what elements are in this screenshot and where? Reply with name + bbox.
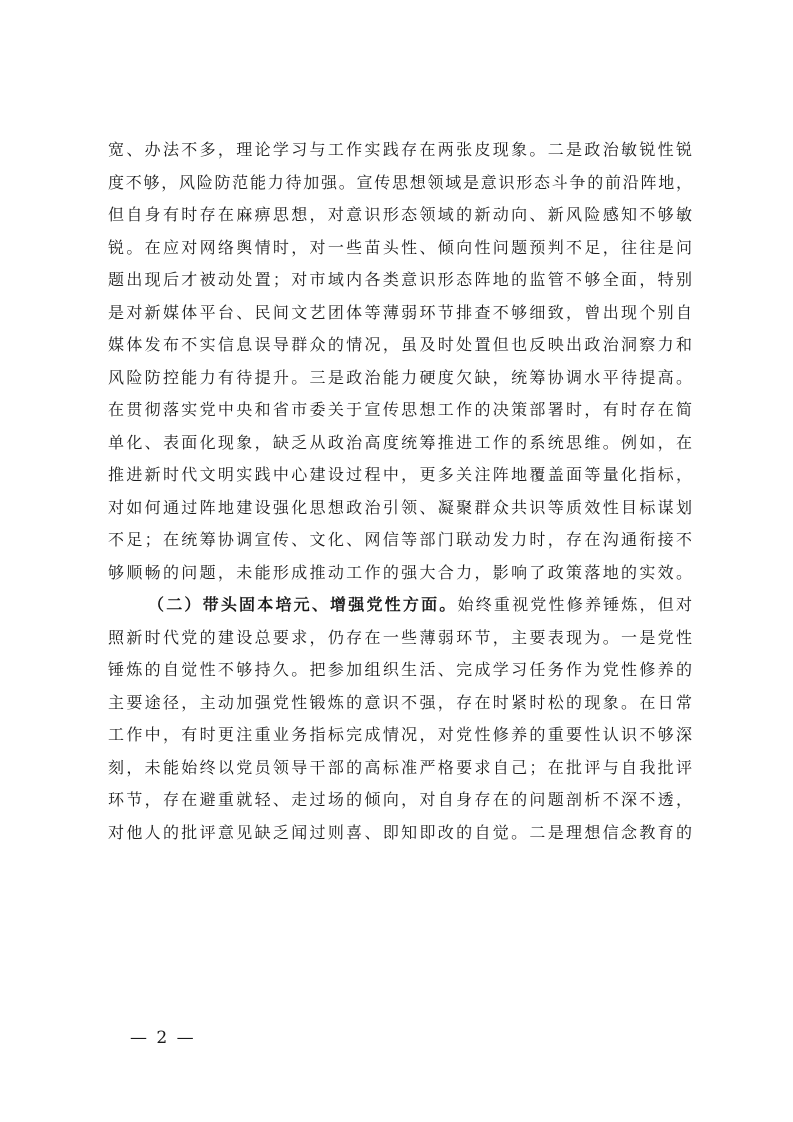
text-line: 度不够，风险防范能力待加强。宣传思想领域是意识形态斗争的前沿阵地，	[108, 172, 692, 192]
text-line: 工作中，有时更注重业务指标完成情况，对党性修养的重要性认识不够深	[108, 725, 692, 744]
page-number: — 2 —	[130, 1028, 196, 1048]
text-line: 在贯彻落实党中央和省市委关于宣传思想工作的决策部署时，有时存在简	[108, 400, 692, 419]
section-first-line-text: 始终重视党性修养锤炼，但对	[457, 595, 692, 614]
text-line: 不足；在统筹协调宣传、文化、网信等部门联动发力时，存在沟通衔接不	[108, 530, 692, 549]
text-line: 锤炼的自觉性不够持久。把参加组织生活、完成学习任务作为党性修养的	[108, 660, 692, 679]
text-line: 推进新时代文明实践中心建设过程中，更多关注阵地覆盖面等量化指标，	[108, 465, 692, 484]
text-line: 风险防控能力有待提升。三是政治能力硬度欠缺，统筹协调水平待提高。	[108, 367, 692, 387]
text-line: 是对新媒体平台、民间文艺团体等薄弱环节排查不够细致，曾出现个别自	[108, 302, 692, 322]
section-heading-line	[108, 589, 692, 622]
body-text	[108, 134, 692, 849]
text-line: 对他人的批评意见缺乏闻过则喜、即知即改的自觉。二是理想信念教育的	[108, 822, 692, 842]
text-line: 主要途径，主动加强党性锻炼的意识不强，存在时紧时松的现象。在日常	[108, 692, 692, 712]
text-line: 对如何通过阵地建设强化思想政治引领、凝聚群众共识等质效性目标谋划	[108, 497, 692, 517]
text-line: 照新时代党的建设总要求，仍存在一些薄弱环节，主要表现为。一是党性	[108, 627, 692, 647]
section-heading: （二）带头固本培元、增强党性方面。	[148, 595, 458, 614]
text-line: 单化、表面化现象，缺乏从政治高度统筹推进工作的系统思维。例如，在	[108, 432, 692, 452]
text-line: 刻，未能始终以党员领导干部的高标准严格要求自己；在批评与自我批评	[108, 757, 692, 777]
text-line: 够顺畅的问题，未能形成推动工作的强大合力，影响了政策落地的实效。	[108, 562, 692, 582]
text-line: 锐。在应对网络舆情时，对一些苗头性、倾向性问题预判不足，往往是问	[108, 237, 692, 257]
text-line: 题出现后才被动处置；对市域内各类意识形态阵地的监管不够全面，特别	[108, 270, 692, 289]
text-line: 环节，存在避重就轻、走过场的倾向，对自身存在的问题剖析不深不透，	[108, 790, 692, 809]
text-line: 媒体发布不实信息误导群众的情况，虽及时处置但也反映出政治洞察力和	[108, 335, 692, 354]
text-line: 宽、办法不多，理论学习与工作实践存在两张皮现象。二是政治敏锐性锐	[108, 140, 692, 159]
text-line: 但自身有时存在麻痹思想，对意识形态领域的新动向、新风险感知不够敏	[108, 205, 692, 224]
